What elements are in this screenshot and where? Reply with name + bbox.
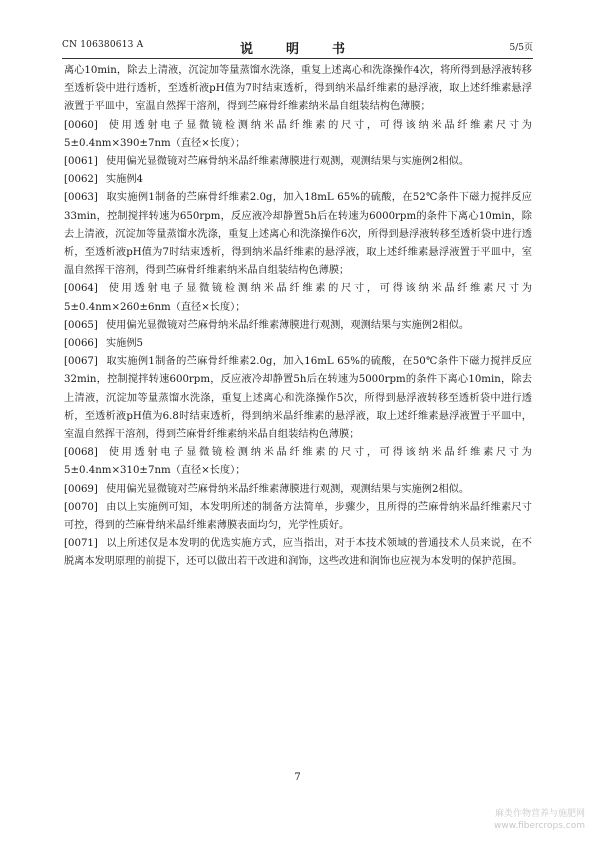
paragraph-continuation: [64, 62, 532, 117]
paragraph-0067: [64, 353, 532, 444]
paragraph-text: 离心10min，除去上清液，沉淀加等量蒸馏水洗涤，重复上述离心和洗涤操作4次，将所得到悬浮液转移至透析袋中进行透析，至透析液pH值为7时结束透析，得到纳米晶纤维素的悬浮液，取上述纤维素悬浮液置于平皿中，室温自然挥干溶剂，得到苎麻骨纤维素纳米晶自组装结构色薄膜；: [64, 65, 532, 113]
page-header: [62, 38, 533, 57]
paragraph-number: [0067]: [64, 356, 98, 368]
paragraph-0064: [64, 280, 532, 316]
paragraph-0061: [64, 153, 532, 171]
paragraph-number: [0069]: [64, 483, 98, 495]
paragraph-0066: [64, 335, 532, 353]
paragraph-0063: [64, 189, 532, 280]
paragraph-0068: [64, 444, 532, 480]
watermark-line-1: 麻类作物营养与施肥网: [494, 809, 585, 819]
paragraph-number: [0060]: [64, 119, 98, 131]
paragraph-number: [0064]: [64, 283, 98, 295]
paragraph-text: 以上所述仅是本发明的优选实施方式，应当指出，对于本技术领域的普通技术人员来说，在不脱离本发明原理的前提下，还可以做出若干改进和润饰，这些改进和润饰也应视为本发明的保护范围。: [64, 538, 532, 568]
paragraph-number: [0063]: [64, 192, 98, 204]
watermark: [494, 808, 585, 832]
paragraph-0071: [64, 535, 532, 571]
publication-number: CN 106380613 A: [62, 40, 144, 50]
paragraph-number: [0070]: [64, 501, 98, 513]
paragraph-text: 取实施例1制备的苎麻骨纤维素2.0g，加入16mL 65%的硫酸，在50℃条件下磁力搅拌反应32min，控制搅拌转速600rpm，反应液冷却静置5h后在转速为5000rpm的条件下离心10min，除去上清液，沉淀加等量蒸馏水洗涤，重复上述离心和洗涤操作5次，所得到悬浮液转移至透析袋中进行透析，至透析液pH值为6.8时结束透析，得到纳米晶纤维素的悬浮液，取上述纤维素悬浮液置于平皿中，室温自然挥干溶剂，得到苎麻骨纤维素纳米晶自组装结构色薄膜；: [64, 356, 532, 441]
paragraph-text: 使用偏光显微镜对苎麻骨纳米晶纤维素薄膜进行观测，观测结果与实施例2相似。: [106, 156, 470, 168]
paragraph-0065: [64, 317, 532, 335]
header-rule: [62, 58, 533, 59]
paragraph-number: [0062]: [64, 174, 98, 186]
page-reference: 5/5页: [509, 43, 533, 53]
paragraph-number: [0061]: [64, 156, 98, 168]
paragraph-text: 使用透射电子显微镜检测纳米晶纤维素的尺寸，可得该纳米晶纤维素尺寸为5±0.4nm×390±7nm（直径×长度）；: [64, 119, 532, 149]
paragraph-text: 实施例5: [106, 338, 144, 350]
paragraph-0060: [64, 117, 532, 153]
document-title: 说 明 书: [239, 42, 355, 57]
paragraph-0069: [64, 481, 532, 499]
paragraph-text: 使用透射电子显微镜检测纳米晶纤维素的尺寸，可得该纳米晶纤维素尺寸为5±0.4nm×260±6nm（直径×长度）；: [64, 283, 532, 313]
document-body: [64, 62, 532, 572]
paragraph-number: [0065]: [64, 319, 98, 331]
paragraph-text: 使用偏光显微镜对苎麻骨纳米晶纤维素薄膜进行观测，观测结果与实施例2相似。: [106, 483, 470, 495]
paragraph-text: 使用透射电子显微镜检测纳米晶纤维素的尺寸，可得该纳米晶纤维素尺寸为5±0.4nm×310±7nm（直径×长度）；: [64, 447, 532, 477]
paragraph-0070: [64, 499, 532, 535]
paragraph-0062: [64, 171, 532, 189]
paragraph-number: [0071]: [64, 538, 98, 550]
paragraph-text: 实施例4: [106, 174, 144, 186]
paragraph-number: [0066]: [64, 338, 98, 350]
page-number: 7: [294, 772, 301, 783]
watermark-line-2: www.fibercrops.com: [494, 821, 585, 831]
paragraph-number: [0068]: [64, 447, 98, 459]
paragraph-text: 使用偏光显微镜对苎麻骨纳米晶纤维素薄膜进行观测，观测结果与实施例2相似。: [106, 319, 470, 331]
paragraph-text: 由以上实施例可知，本发明所述的制备方法简单，步骤少，且所得的苎麻骨纳米晶纤维素尺寸可控，得到的苎麻骨纳米晶纤维素薄膜表面均匀，光学性质好。: [64, 501, 532, 532]
paragraph-text: 取实施例1制备的苎麻骨纤维素2.0g，加入18mL 65%的硫酸，在52℃条件下磁力搅拌反应33min，控制搅拌转速为650rpm，反应液冷却静置5h后在转速为6000rpm的条件下离心10min，除去上清液，沉淀加等量蒸馏水洗涤，重复上述离心和洗涤操作6次，所得到悬浮液转移至透析袋中进行透析，至透析液pH值为7时结束透析，得到纳米晶纤维素的悬浮液，取上述纤维素悬浮液置于平皿中，室温自然挥干溶剂，得到苎麻骨纤维素纳米晶自组装结构色薄膜；: [64, 192, 532, 277]
